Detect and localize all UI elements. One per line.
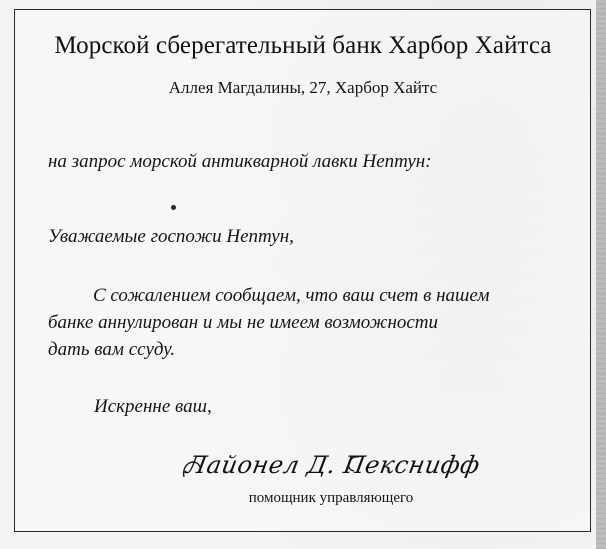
- handwritten-signature: Лайонел Д. Пекснифф: [184, 451, 483, 479]
- request-line: на запрос морской антикварной лавки Нептун:: [48, 151, 432, 172]
- signatory-title: помощник управляющего: [248, 490, 414, 506]
- ink-speck: [171, 205, 176, 210]
- letter-body: [48, 282, 564, 363]
- body-line: банке аннулирован и мы не имеем возможности: [48, 312, 439, 333]
- bank-address: Аллея Магдалины, 27, Харбор Хайтс: [168, 78, 438, 97]
- closing-phrase: Искренне ваш,: [94, 396, 212, 417]
- body-line: дать вам ссуду.: [48, 339, 176, 360]
- salutation: Уважаемые госпожи Нептун,: [48, 226, 294, 247]
- body-line: С сожалением сообщаем, что ваш счет в нашем: [93, 285, 490, 306]
- bank-name-heading: Морской сберегательный банк Харбор Хайтса: [54, 32, 552, 59]
